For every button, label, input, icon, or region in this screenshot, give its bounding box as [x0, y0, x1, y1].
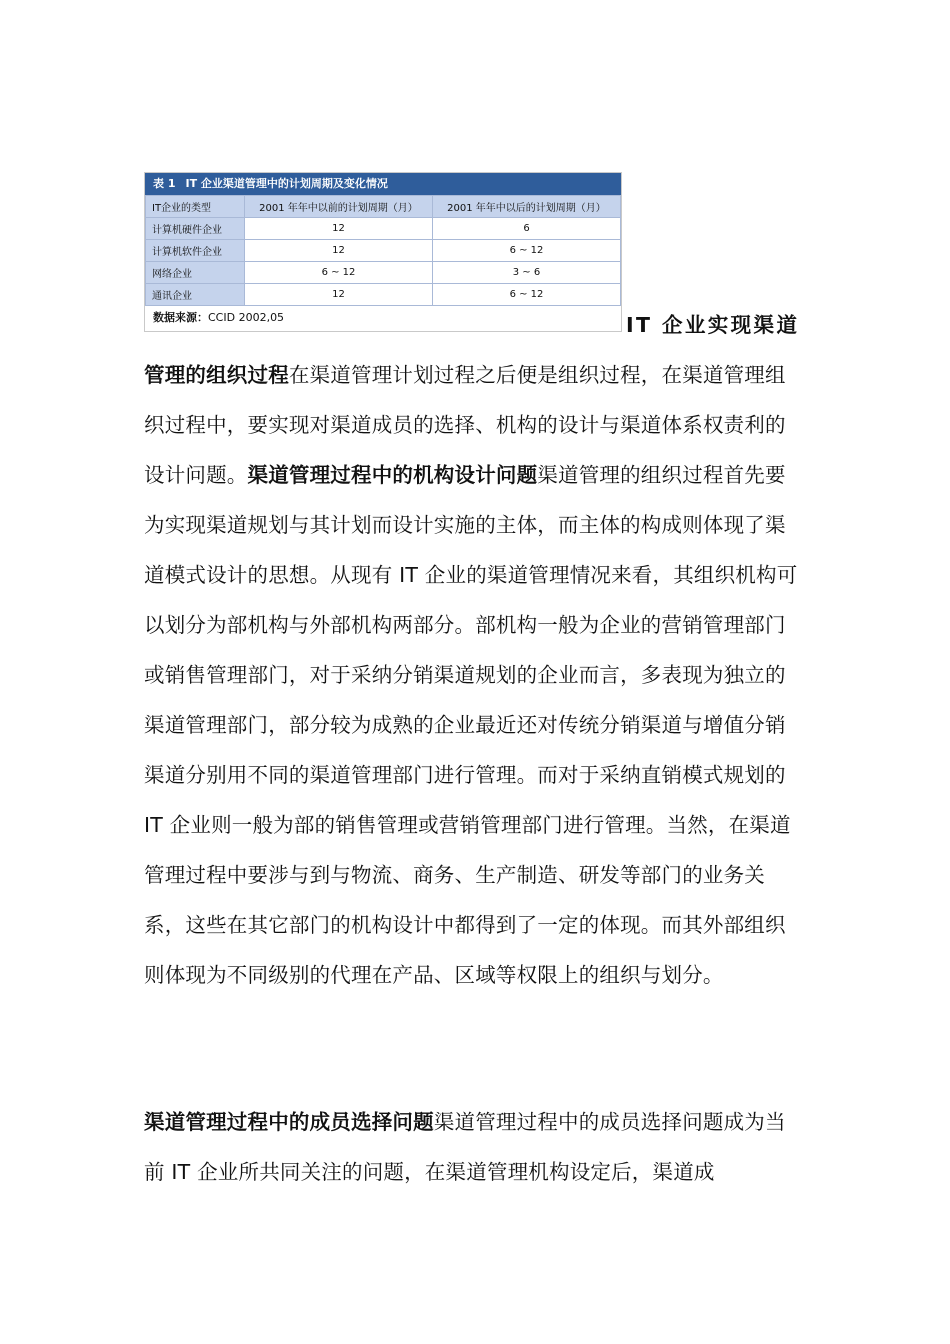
- table-row: [146, 284, 621, 306]
- table-cell: 6 ~ 12: [245, 262, 433, 284]
- table-cell: 12: [245, 240, 433, 262]
- planning-cycle-table: [145, 195, 621, 306]
- table-caption-title: IT 企业渠道管理中的计划周期及变化情况: [185, 177, 388, 190]
- table-source-value: CCID 2002,05: [208, 311, 285, 324]
- table-source-label: 数据来源：: [153, 311, 208, 324]
- paragraph-text: 渠道管理过程中的成员选择问题成为当前 IT 企业所共同关注的问题，在渠道管理机构设定后，渠道成: [144, 1110, 786, 1184]
- table-cell: 计算机软件企业: [146, 240, 245, 262]
- heading-member-selection: 渠道管理过程中的成员选择问题: [144, 1110, 434, 1134]
- table-row: [146, 240, 621, 262]
- paragraph-text: 渠道管理的组织过程首先要为实现渠道规划与其计划而设计实施的主体，而主体的构成则体现了渠道模式设计的思想。从现有 IT 企业的渠道管理情况来看，其组织机构可以划分为部机构与外部机构两部分。部机构一般为企业的营销管理部门或销售管理部门，对于采纳分销渠道规划的企业而言，多表现为独立的渠道管理部门，部分较为成熟的企业最近还对传统分销渠道与增值分销渠道分别用不同的渠道管理部门进行管理。而对于采纳直销模式规划的 IT 企业则一般为部的销售管理或营销管理部门进行管理。当然，在渠道管理过程中要涉与到与物流、商务、生产制造、研发等部门的业务关系，这些在其它部门的机构设计中都得到了一定的体现。而其外部组织则体现为不同级别的代理在产品、区域等权限上的组织与划分。: [144, 463, 798, 987]
- header-cell: IT企业的类型: [146, 196, 245, 218]
- header-cell: 2001 年年中以后的计划周期（月）: [433, 196, 621, 218]
- table-header-row: [146, 196, 621, 218]
- table-cell: 网络企业: [146, 262, 245, 284]
- table-caption-number: 表 1: [153, 177, 176, 190]
- table-cell: 12: [245, 284, 433, 306]
- heading-organization-process: 管理的组织过程: [144, 363, 289, 387]
- table-caption: [145, 173, 621, 195]
- table-row: [146, 218, 621, 240]
- table-figure: [144, 172, 622, 332]
- paragraph-text: 在渠道管理计划过程之后便是组织过程，在渠道管理组织过程中，要实现对渠道成员的选择、机构的设计与渠道体系权责利的设计问题。: [144, 363, 786, 487]
- heading-structure-design: 渠道管理过程中的机构设计问题: [247, 463, 538, 487]
- table-source: [145, 306, 621, 330]
- paragraph-member-selection: [144, 1097, 806, 1197]
- table-cell: 通讯企业: [146, 284, 245, 306]
- table-cell: 12: [245, 218, 433, 240]
- table-cell: 6: [433, 218, 621, 240]
- table-cell: 3 ~ 6: [433, 262, 621, 284]
- section-heading: IT 企业实现渠道: [626, 313, 800, 337]
- table-row: [146, 262, 621, 284]
- header-cell: 2001 年年中以前的计划周期（月）: [245, 196, 433, 218]
- table-cell: 6 ~ 12: [433, 284, 621, 306]
- paragraph-organization-process: [144, 350, 806, 1000]
- table-cell: 6 ~ 12: [433, 240, 621, 262]
- table-cell: 计算机硬件企业: [146, 218, 245, 240]
